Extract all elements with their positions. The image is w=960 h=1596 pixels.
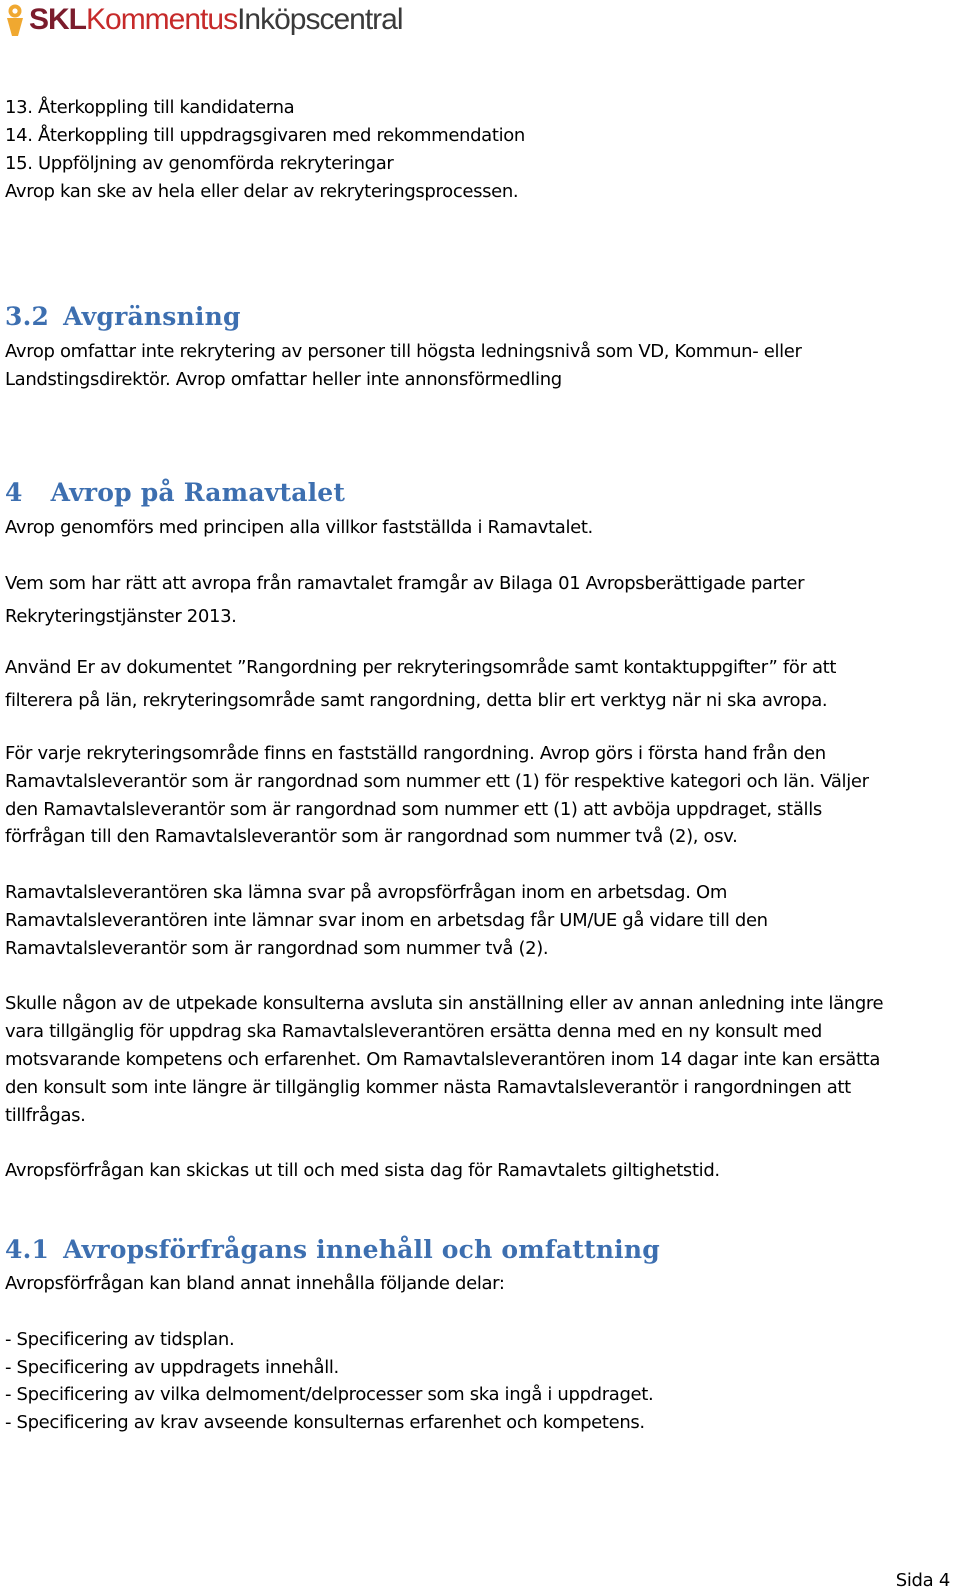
list-item: - Specificering av krav avseende konsulternas erfarenhet och kompetens. xyxy=(5,1412,645,1433)
paragraph-line: Använd Er av dokumentet ”Rangordning per rekryteringsområde samt kontaktuppgifter” för att xyxy=(5,657,837,678)
heading-title: Avgränsning xyxy=(63,302,241,331)
logo-skl: SKL xyxy=(29,3,86,36)
paragraph-line: motsvarande kompetens och erfarenhet. Om Ramavtalsleverantören inom 14 dagar inte kan ersätta xyxy=(5,1049,881,1070)
list-item: - Specificering av vilka delmoment/delprocesser som ska ingå i uppdraget. xyxy=(5,1384,654,1405)
paragraph-line: Vem som har rätt att avropa från ramavtalet framgår av Bilaga 01 Avropsberättigade parter xyxy=(5,573,805,594)
heading-4-1 xyxy=(5,1233,660,1267)
paragraph-line: Ramavtalsleverantören ska lämna svar på avropsförfrågan inom en arbetsdag. Om xyxy=(5,882,728,903)
page-number: Sida 4 xyxy=(895,1570,950,1591)
paragraph-line: Ramavtalsleverantör som är rangordnad som nummer två (2). xyxy=(5,938,549,959)
heading-3-2 xyxy=(5,300,241,334)
list-item: 15. Uppföljning av genomförda rekryteringar xyxy=(5,153,394,174)
paragraph-line: vara tillgänglig för uppdrag ska Ramavtalsleverantören ersätta denna med en ny konsult med xyxy=(5,1021,822,1042)
paragraph-line: förfrågan till den Ramavtalsleverantör som är rangordnad som nummer två (2), osv. xyxy=(5,826,738,847)
list-item: 13. Återkoppling till kandidaterna xyxy=(5,97,295,118)
paragraph-line: Ramavtalsleverantör som är rangordnad som nummer ett (1) för respektive kategori och län. Väljer xyxy=(5,771,869,792)
paragraph-line: Avropsförfrågan kan skickas ut till och med sista dag för Ramavtalets giltighetstid. xyxy=(5,1160,720,1181)
paragraph-avrop-scope: Avrop kan ske av hela eller delar av rekryteringsprocessen. xyxy=(5,181,519,202)
heading-title: Avrop på Ramavtalet xyxy=(50,478,346,507)
paragraph-line: För varje rekryteringsområde finns en fastställd rangordning. Avrop görs i första hand från den xyxy=(5,743,826,764)
list-item: - Specificering av uppdragets innehåll. xyxy=(5,1357,339,1378)
skl-kommentus-logo xyxy=(4,0,403,40)
paragraph-line: filterera på län, rekryteringsområde samt rangordning, detta blir ert verktyg när ni ska avropa. xyxy=(5,690,828,711)
paragraph-line: Avropsförfrågan kan bland annat innehålla följande delar: xyxy=(5,1273,505,1294)
paragraph-line: Avrop omfattar inte rekrytering av personer till högsta ledningsnivå som VD, Kommun- eller xyxy=(5,341,802,362)
paragraph-line: tillfrågas. xyxy=(5,1105,86,1126)
paragraph-line: den Ramavtalsleverantör som är rangordnad som nummer ett (1) att avböja uppdraget, ställs xyxy=(5,799,822,820)
paragraph-line: Ramavtalsleverantören inte lämnar svar inom en arbetsdag får UM/UE gå vidare till den xyxy=(5,910,768,931)
heading-number: 3.2 xyxy=(5,302,50,331)
logo-inkopscentral: Inköpscentral xyxy=(237,3,403,36)
heading-number: 4.1 xyxy=(5,1235,50,1264)
heading-4 xyxy=(5,476,345,510)
paragraph-line: Rekryteringstjänster 2013. xyxy=(5,606,237,627)
paragraph-line: Avrop genomförs med principen alla villkor fastställda i Ramavtalet. xyxy=(5,517,593,538)
heading-title: Avropsförfrågans innehåll och omfattning xyxy=(63,1235,660,1264)
skl-person-icon xyxy=(4,3,26,37)
list-item: 14. Återkoppling till uppdragsgivaren med rekommendation xyxy=(5,125,525,146)
paragraph-line: den konsult som inte längre är tillgänglig kommer nästa Ramavtalsleverantör i rangordningen att xyxy=(5,1077,851,1098)
heading-number: 4 xyxy=(5,478,23,507)
list-item: - Specificering av tidsplan. xyxy=(5,1329,235,1350)
paragraph-line: Skulle någon av de utpekade konsulterna avsluta sin anställning eller av annan anledning inte längre xyxy=(5,993,884,1014)
logo-wordmark xyxy=(29,2,403,38)
logo-kommentus: Kommentus xyxy=(86,3,238,36)
paragraph-line: Landstingsdirektör. Avrop omfattar heller inte annonsförmedling xyxy=(5,369,562,390)
